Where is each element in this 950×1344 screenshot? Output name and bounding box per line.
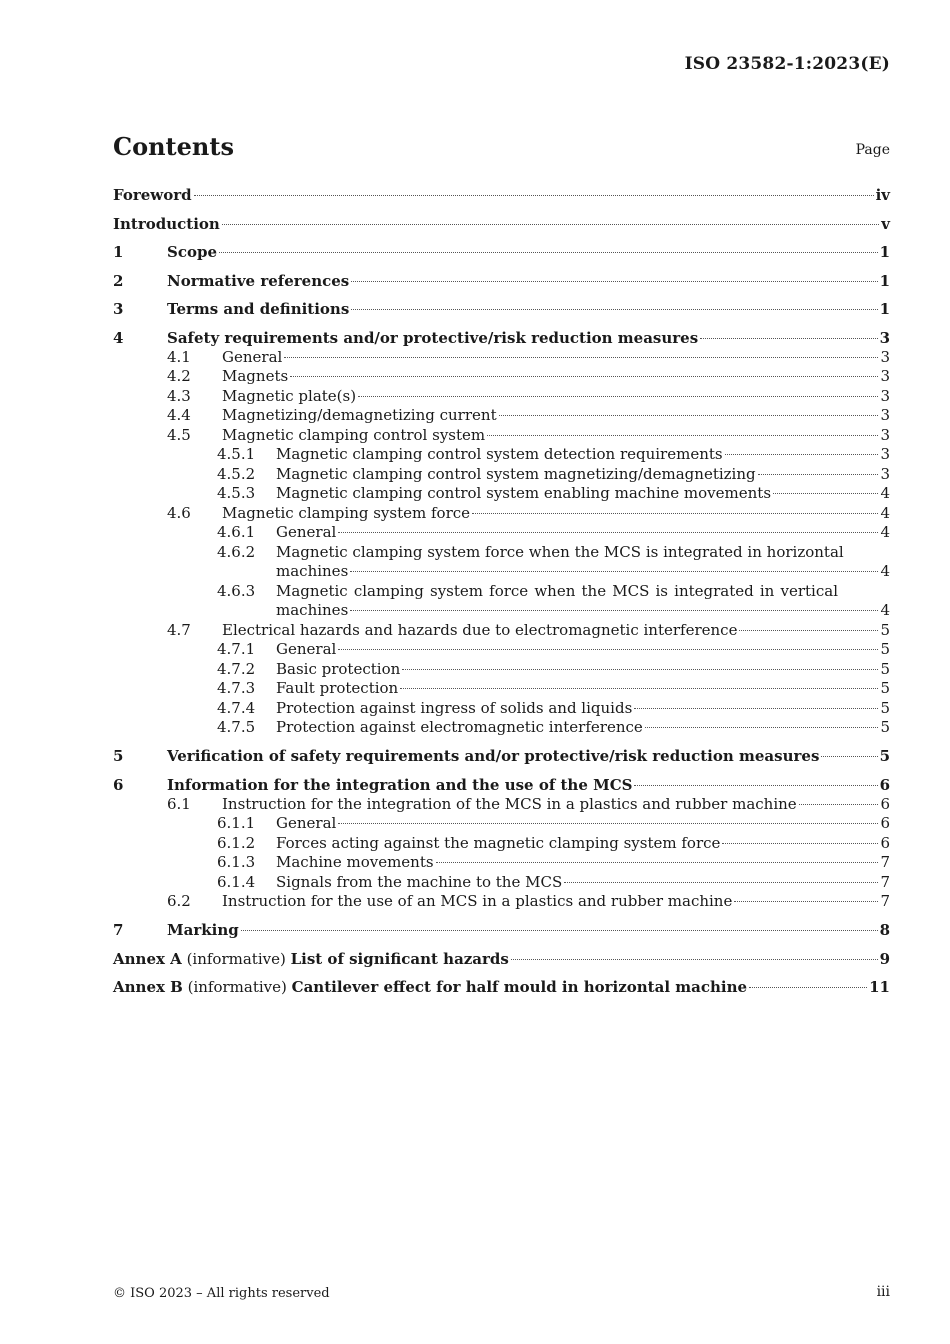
dot-leader	[241, 930, 878, 931]
toc-entry-title-first-line: Magnetic clamping system force when the MCS is integrated in horizontal	[276, 542, 844, 561]
dot-leader	[351, 309, 877, 310]
dot-leader	[402, 669, 878, 670]
toc-entry-page: 1	[879, 300, 890, 318]
toc-entry-title: Magnetic clamping control system detection requirements	[276, 445, 723, 463]
toc-entry-number: 3	[113, 300, 124, 318]
dot-leader	[290, 376, 878, 377]
toc-entry-page: 4	[880, 523, 890, 541]
toc-entry-page: 11	[869, 978, 890, 996]
toc-entry-number: 4.5.3	[217, 484, 256, 502]
toc-entry-number: 2	[113, 271, 124, 290]
toc-entry-title: Instruction for the use of an MCS in a plastics and rubber machine	[222, 892, 733, 910]
toc-entry[interactable]	[113, 387, 890, 407]
toc-entry[interactable]	[113, 299, 890, 319]
toc-entry[interactable]	[113, 185, 890, 205]
toc-entry-page: 5	[879, 747, 890, 765]
dot-leader	[799, 804, 879, 805]
toc-entry-title: Magnetic clamping control system	[222, 425, 486, 444]
toc-entry[interactable]	[113, 853, 890, 873]
toc-entry[interactable]	[113, 873, 890, 893]
page-title: Contents	[113, 132, 234, 161]
toc-entry-page: 6	[880, 833, 890, 852]
toc-entry-page: 4	[880, 562, 890, 580]
dot-leader	[472, 513, 878, 514]
toc-entry-page: 5	[880, 718, 890, 736]
toc-entry-page: 4	[880, 503, 890, 522]
toc-entry-title: Information for the integration and the use of the MCS	[167, 775, 633, 794]
toc-entry-number: 4.7.5	[217, 718, 256, 736]
toc-entry-number: 4.5.1	[217, 445, 256, 463]
page-number: iii	[876, 1284, 890, 1300]
toc-entry-number: 4.5.2	[217, 464, 256, 483]
toc-entry-title: Signals from the machine to the MCS	[276, 872, 563, 891]
dot-leader	[739, 630, 878, 631]
toc-entry-number: 4.5	[167, 425, 191, 444]
toc-entry[interactable]	[113, 814, 890, 834]
toc-entry[interactable]	[113, 746, 890, 766]
table-of-contents	[113, 185, 890, 997]
toc-entry-title: Magnetic clamping control system magnetizing/demagnetizing	[276, 464, 756, 483]
toc-entry-page: 3	[879, 328, 890, 347]
dot-leader	[634, 785, 877, 786]
toc-entry[interactable]	[113, 718, 890, 738]
toc-entry[interactable]	[113, 795, 890, 815]
toc-entry-number: 6.1.2	[217, 833, 256, 852]
toc-entry-title: Marking	[167, 921, 239, 939]
toc-entry-page: 6	[880, 814, 890, 832]
toc-entry[interactable]	[113, 271, 890, 291]
toc-entry[interactable]	[113, 367, 890, 387]
toc-entry[interactable]	[113, 242, 890, 262]
dot-leader	[358, 396, 878, 397]
toc-entry-page: 5	[880, 620, 890, 639]
toc-entry-page: 5	[880, 659, 890, 678]
toc-entry-page: 1	[879, 271, 890, 290]
toc-entry-title: Magnets	[222, 367, 289, 385]
toc-entry[interactable]	[113, 406, 890, 426]
annex-type: (informative)	[182, 978, 292, 996]
annex-label: Annex A	[113, 949, 182, 968]
toc-entry-title: Electrical hazards and hazards due to electromagnetic interference	[222, 620, 738, 639]
toc-entry[interactable]	[113, 504, 890, 524]
toc-entry-title: Introduction	[113, 214, 220, 233]
toc-entry-number: 4.4	[167, 406, 191, 424]
dot-leader	[222, 224, 879, 225]
toc-entry-number: 4.7.1	[217, 640, 256, 658]
dot-leader	[351, 281, 877, 282]
toc-entry-title: Fault protection	[276, 679, 399, 697]
toc-entry-number: 6	[113, 775, 124, 794]
toc-entry-page: 5	[880, 640, 890, 658]
toc-entry-number: 5	[113, 747, 124, 765]
toc-entry-title: Basic protection	[276, 659, 401, 678]
toc-entry-number: 1	[113, 243, 124, 261]
toc-entry-title: Safety requirements and/or protective/risk reduction measures	[167, 328, 699, 347]
copyright-notice: © ISO 2023 – All rights reserved	[113, 1286, 330, 1301]
annex-type: (informative)	[181, 949, 291, 968]
toc-entry-title: Scope	[167, 243, 218, 261]
toc-entry-title: General	[222, 347, 283, 366]
toc-entry[interactable]	[113, 977, 890, 997]
toc-entry-page: 3	[880, 386, 890, 405]
toc-entry-number: 4.6.1	[217, 523, 256, 541]
toc-entry-number: 4	[113, 328, 124, 347]
toc-entry[interactable]	[113, 660, 890, 680]
toc-entry-number: 7	[113, 921, 124, 939]
toc-entry-number: 4.7.4	[217, 698, 256, 717]
toc-entry-page: 3	[880, 347, 890, 366]
toc-entry-number: 4.6.2	[217, 542, 256, 561]
toc-entry-title: Magnetic plate(s)	[222, 386, 357, 405]
toc-entry-title: General	[276, 640, 337, 658]
toc-entry-number: 6.1	[167, 794, 191, 813]
dot-leader	[436, 862, 879, 863]
toc-entry-page: 8	[879, 921, 890, 939]
toc-entry[interactable]	[113, 328, 890, 348]
toc-entry-title: Instruction for the integration of the MCS in a plastics and rubber machine	[222, 794, 797, 813]
toc-entry-page: 4	[880, 484, 890, 502]
toc-entry[interactable]	[113, 640, 890, 660]
dot-leader	[749, 987, 867, 988]
toc-entry-title: Magnetic clamping control system enabling machine movements	[276, 484, 772, 502]
dot-leader	[350, 571, 878, 572]
toc-entry-title	[113, 977, 747, 997]
dot-leader	[700, 338, 877, 339]
toc-entry[interactable]	[113, 834, 890, 854]
toc-entry-number: 6.1.4	[217, 872, 256, 891]
dot-leader	[219, 252, 878, 253]
toc-entry[interactable]	[113, 465, 890, 485]
toc-entry-number: 6.2	[167, 892, 191, 910]
dot-leader	[722, 843, 878, 844]
toc-entry-page: 4	[880, 601, 890, 619]
toc-entry-title: Magnetizing/demagnetizing current	[222, 406, 497, 424]
toc-entry-title: Machine movements	[276, 853, 434, 871]
dot-leader	[511, 959, 878, 960]
annex-title: List of significant hazards	[290, 949, 509, 968]
dot-leader	[338, 823, 878, 824]
toc-entry[interactable]	[113, 892, 890, 912]
toc-entry-page: 3	[880, 464, 890, 483]
dot-leader	[773, 493, 878, 494]
toc-entry-page: 7	[880, 872, 890, 891]
toc-entry-title: Forces acting against the magnetic clamping system force	[276, 833, 721, 852]
document-id: ISO 23582-1:2023(E)	[684, 54, 890, 74]
dot-leader	[645, 727, 879, 728]
page-column-label: Page	[855, 142, 890, 158]
toc-entry[interactable]	[113, 621, 890, 641]
toc-entry-page: 5	[880, 679, 890, 697]
toc-entry[interactable]	[113, 484, 890, 504]
toc-entry[interactable]	[113, 582, 890, 621]
dot-leader	[400, 688, 878, 689]
toc-entry-title-first-line: Magnetic clamping system force when the MCS is integrated in vertical	[276, 581, 838, 600]
toc-entry-title: machines	[276, 601, 349, 619]
toc-entry-title: Normative references	[167, 271, 350, 290]
dot-leader	[499, 415, 879, 416]
toc-entry[interactable]	[113, 426, 890, 446]
toc-entry-page: 5	[880, 698, 890, 717]
toc-entry-page: v	[881, 214, 890, 233]
dot-leader	[734, 901, 878, 902]
toc-entry[interactable]	[113, 920, 890, 940]
toc-entry-title: machines	[276, 562, 349, 580]
dot-leader	[284, 357, 878, 358]
toc-entry-number: 6.1.3	[217, 853, 256, 871]
toc-entry[interactable]	[113, 523, 890, 543]
toc-entry-page: 6	[879, 775, 890, 794]
dot-leader	[338, 649, 878, 650]
toc-entry-title: General	[276, 523, 337, 541]
toc-entry-title: Foreword	[113, 186, 192, 204]
toc-entry-page: 3	[880, 367, 890, 385]
toc-entry[interactable]	[113, 679, 890, 699]
dot-leader	[821, 756, 877, 757]
toc-entry[interactable]	[113, 445, 890, 465]
dot-leader	[194, 195, 874, 196]
toc-entry-page: 3	[880, 425, 890, 444]
toc-entry[interactable]	[113, 699, 890, 719]
toc-entry-number: 4.7.3	[217, 679, 256, 697]
dot-leader	[634, 708, 878, 709]
toc-entry-title: Protection against ingress of solids and liquids	[276, 698, 633, 717]
toc-entry[interactable]	[113, 348, 890, 368]
dot-leader	[564, 882, 878, 883]
toc-entry-page: 1	[879, 243, 890, 261]
annex-label: Annex B	[113, 978, 183, 996]
dot-leader	[350, 610, 878, 611]
toc-entry-number: 4.2	[167, 367, 191, 385]
dot-leader	[487, 435, 878, 436]
dot-leader	[338, 532, 878, 533]
annex-title: Cantilever effect for half mould in horizontal machine	[291, 978, 748, 996]
toc-entry-title	[113, 949, 509, 969]
toc-entry[interactable]	[113, 775, 890, 795]
toc-entry-page: 7	[880, 892, 890, 910]
toc-entry-number: 4.6.3	[217, 581, 256, 600]
toc-entry-title: Verification of safety requirements and/or protective/risk reduction measures	[167, 747, 820, 765]
toc-entry-number: 4.3	[167, 386, 191, 405]
toc-entry[interactable]	[113, 543, 890, 582]
toc-entry-page: 3	[880, 445, 890, 463]
toc-entry-page: 3	[880, 406, 890, 424]
toc-entry-page: 6	[880, 794, 890, 813]
toc-entry[interactable]	[113, 949, 890, 969]
toc-entry-number: 4.1	[167, 347, 191, 366]
toc-entry[interactable]	[113, 214, 890, 234]
toc-entry-page: 9	[879, 949, 890, 968]
toc-entry-title: Magnetic clamping system force	[222, 503, 471, 522]
dot-leader	[758, 474, 879, 475]
toc-entry-title: Protection against electromagnetic interference	[276, 718, 643, 736]
toc-entry-number: 4.6	[167, 503, 191, 522]
toc-entry-title: Terms and definitions	[167, 300, 350, 318]
toc-entry-number: 4.7.2	[217, 659, 256, 678]
toc-entry-number: 4.7	[167, 620, 191, 639]
toc-entry-title: General	[276, 814, 337, 832]
dot-leader	[725, 454, 879, 455]
toc-entry-number: 6.1.1	[217, 814, 256, 832]
toc-entry-page: iv	[875, 186, 890, 204]
toc-entry-page: 7	[880, 853, 890, 871]
